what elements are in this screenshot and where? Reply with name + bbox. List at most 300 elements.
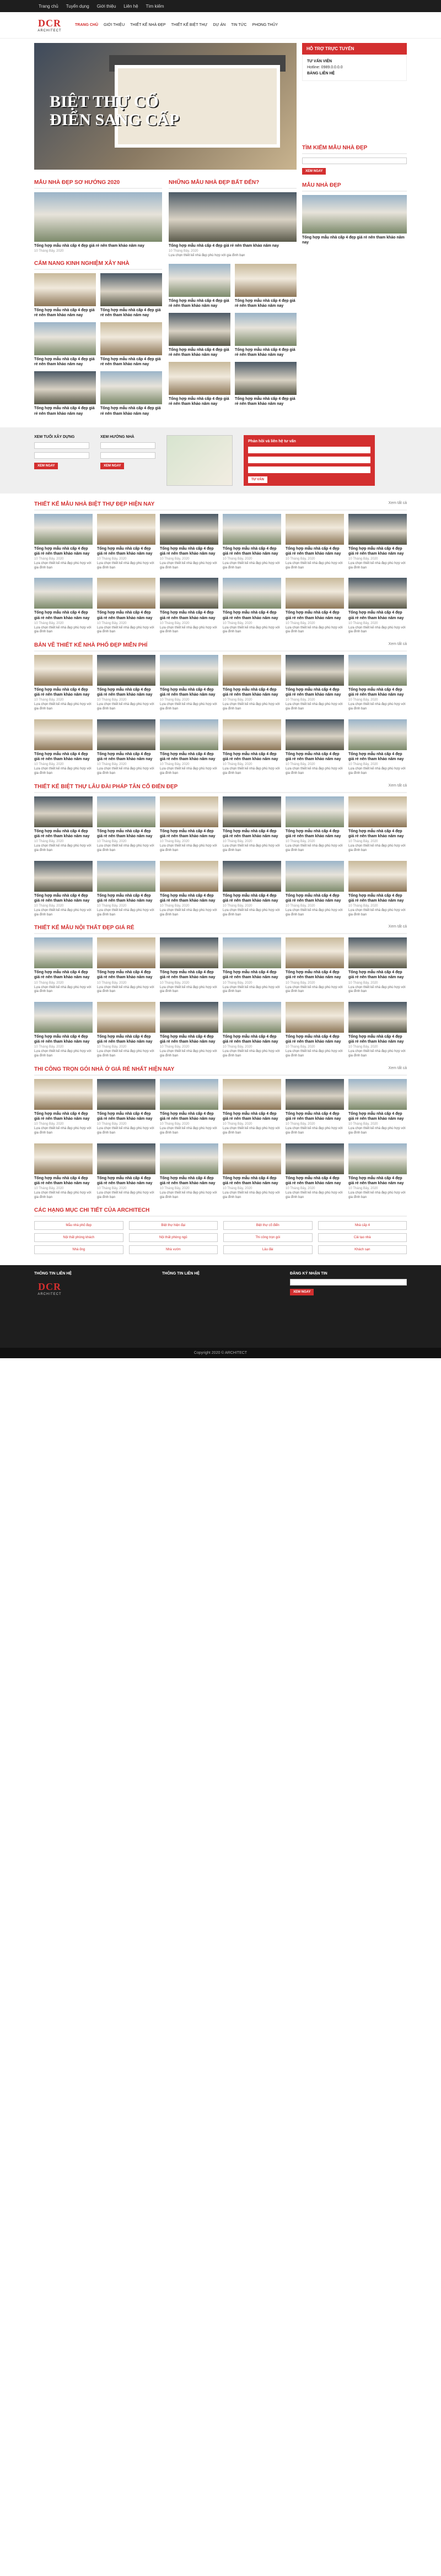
- post-title[interactable]: Tổng hợp mẫu nhà cấp 4 đẹp giá rẻ nên tham khảo năm nay: [223, 546, 278, 556]
- post-card[interactable]: [34, 514, 93, 571]
- post-card[interactable]: [34, 861, 93, 918]
- footer-logo[interactable]: DCR ARCHITECT: [37, 1281, 62, 1296]
- phone-field[interactable]: [248, 457, 370, 463]
- post-excerpt: Lựa chọn thiết kế nhà đẹp phù hợp với gia đình bạn: [97, 1050, 154, 1058]
- post-thumb[interactable]: [348, 796, 407, 827]
- post-title[interactable]: Tổng hợp mẫu nhà cấp 4 đẹp giá rẻ nên tham khảo năm nay: [97, 546, 153, 556]
- post-title[interactable]: Tổng hợp mẫu nhà cấp 4 đẹp giá rẻ nên tham khảo năm nay: [34, 611, 90, 620]
- post-date: 10 Tháng Bảy, 2020: [169, 250, 198, 253]
- post-card[interactable]: [223, 719, 281, 776]
- post-thumb[interactable]: [348, 719, 407, 750]
- post-title[interactable]: Tổng hợp mẫu nhà cấp 4 đẹp giá rẻ nên tham khảo năm nay: [223, 752, 278, 762]
- post-card[interactable]: [286, 578, 344, 634]
- consult-form: Phản hồi và liên hệ tư vấn TƯ VẤN: [244, 435, 375, 486]
- post-title[interactable]: Tổng hợp mẫu nhà cấp 4 đẹp giá rẻ nên tham khảo năm nay: [286, 546, 341, 556]
- post-thumb[interactable]: [160, 578, 218, 609]
- post-date: 10 Tháng Bảy, 2020: [223, 763, 252, 767]
- post-title[interactable]: Tổng hợp mẫu nhà cấp 4 đẹp giá rẻ nên tham khảo năm nay: [97, 893, 153, 903]
- email-field[interactable]: [248, 467, 370, 473]
- post-card[interactable]: [97, 937, 155, 994]
- list-item[interactable]: Tổng hợp mẫu nhà cấp 4 đẹp giá rẻ nên tham khảo năm nay: [235, 313, 297, 357]
- post-card[interactable]: [223, 796, 281, 853]
- post-thumb[interactable]: [160, 1002, 218, 1033]
- post-thumb[interactable]: [160, 514, 218, 545]
- post-card[interactable]: [286, 1143, 344, 1200]
- post-title[interactable]: Tổng hợp mẫu nhà cấp 4 đẹp giá rẻ nên tham khảo năm nay: [97, 688, 153, 697]
- post-title[interactable]: Tổng hợp mẫu nhà cấp 4 đẹp giá rẻ nên tham khảo năm nay: [223, 1111, 278, 1121]
- post-title[interactable]: Tổng hợp mẫu nhà cấp 4 đẹp giá rẻ nên tham khảo năm nay: [160, 893, 216, 903]
- post-excerpt: Lựa chọn thiết kế nhà đẹp phù hợp với gia đình bạn: [348, 1127, 406, 1135]
- post-date: 10 Tháng Bảy, 2020: [97, 698, 127, 702]
- post-title[interactable]: Tổng hợp mẫu nhà cấp 4 đẹp giá rẻ nên tham khảo năm nay: [348, 752, 404, 762]
- post-card[interactable]: [348, 1143, 407, 1200]
- post-card[interactable]: [97, 1079, 155, 1136]
- post-grid: [34, 937, 407, 1059]
- post-card[interactable]: [348, 937, 407, 994]
- post-thumb[interactable]: [97, 719, 155, 750]
- post-title[interactable]: Tổng hợp mẫu nhà cấp 4 đẹp giá rẻ nên tham khảo năm nay: [286, 893, 341, 903]
- post-thumb[interactable]: [34, 514, 93, 545]
- post-title[interactable]: Tổng hợp mẫu nhà cấp 4 đẹp giá rẻ nên tham khảo năm nay: [160, 1111, 216, 1121]
- list-item[interactable]: Tổng hợp mẫu nhà cấp 4 đẹp giá rẻ nên tham khảo năm nay: [34, 371, 96, 416]
- post-card[interactable]: [223, 514, 281, 571]
- post-card[interactable]: [97, 1143, 155, 1200]
- post-card[interactable]: [286, 719, 344, 776]
- post-excerpt: Lựa chọn thiết kế nhà đẹp phù hợp với gia đình bạn: [348, 985, 406, 994]
- post-thumb[interactable]: [34, 1143, 93, 1174]
- post-thumb[interactable]: [223, 1079, 281, 1110]
- post-title[interactable]: Tổng hợp mẫu nhà cấp 4 đẹp giá rẻ nên tham khảo năm nay: [286, 611, 341, 620]
- post-thumb[interactable]: [34, 1079, 93, 1110]
- post-title[interactable]: Tổng hợp mẫu nhà cấp 4 đẹp giá rẻ nên tham khảo năm nay: [286, 970, 341, 980]
- post-thumb[interactable]: [34, 655, 93, 686]
- post-title[interactable]: Tổng hợp mẫu nhà cấp 4 đẹp giá rẻ nên tham khảo năm nay: [34, 546, 90, 556]
- post-thumb[interactable]: [348, 1143, 407, 1174]
- post-title[interactable]: Tổng hợp mẫu nhà cấp 4 đẹp giá rẻ nên tham khảo năm nay: [160, 752, 216, 762]
- post-thumb[interactable]: [286, 1002, 344, 1033]
- post-date: 10 Tháng Bảy, 2020: [34, 621, 64, 625]
- nav-item[interactable]: TRANG CHỦ: [75, 23, 98, 27]
- direction-select[interactable]: [100, 452, 155, 459]
- post-title[interactable]: Tổng hợp mẫu nhà cấp 4 đẹp giá rẻ nên tham khảo năm nay: [348, 688, 404, 697]
- post-thumb[interactable]: [348, 1002, 407, 1033]
- post-excerpt: Lựa chọn thiết kế nhà đẹp phù hợp với gia đình bạn: [160, 1050, 217, 1058]
- nav-item[interactable]: DỰ ÁN: [213, 23, 226, 27]
- post-thumb[interactable]: [97, 655, 155, 686]
- post-card[interactable]: [348, 655, 407, 712]
- post-date: 10 Tháng Bảy, 2020: [348, 557, 378, 561]
- list-item[interactable]: Tổng hợp mẫu nhà cấp 4 đẹp giá rẻ nên tham khảo năm nay: [100, 273, 162, 318]
- post-card[interactable]: [348, 796, 407, 853]
- post-title[interactable]: Tổng hợp mẫu nhà cấp 4 đẹp giá rẻ nên tham khảo năm nay: [302, 235, 405, 245]
- section-title: THI CÔNG TRỌN GÓI NHÀ Ở GIÁ RẺ NHẤT HIỆN NAY Xem tất cả: [34, 1063, 407, 1076]
- post-date: 10 Tháng Bảy, 2020: [97, 621, 127, 625]
- post-excerpt: Lựa chọn thiết kế nhà đẹp phù hợp với gia đình bạn: [223, 767, 280, 775]
- post-title[interactable]: Tổng hợp mẫu nhà cấp 4 đẹp giá rẻ nên tham khảo năm nay: [348, 1035, 404, 1044]
- post-thumb[interactable]: [34, 578, 93, 609]
- post-title[interactable]: Tổng hợp mẫu nhà cấp 4 đẹp giá rẻ nên tham khảo năm nay: [160, 546, 216, 556]
- post-thumb[interactable]: [34, 1002, 93, 1033]
- post-title[interactable]: Tổng hợp mẫu nhà cấp 4 đẹp giá rẻ nên tham khảo năm nay: [223, 1176, 278, 1185]
- post-card[interactable]: [286, 514, 344, 571]
- post-title[interactable]: Tổng hợp mẫu nhà cấp 4 đẹp giá rẻ nên tham khảo năm nay: [97, 970, 153, 980]
- post-excerpt: Lựa chọn thiết kế nhà đẹp phù hợp với gia đình bạn: [223, 626, 280, 634]
- post-card[interactable]: [34, 719, 93, 776]
- post-title[interactable]: Tổng hợp mẫu nhà cấp 4 đẹp giá rẻ nên tham khảo năm nay: [160, 688, 216, 697]
- post-title[interactable]: Tổng hợp mẫu nhà cấp 4 đẹp giá rẻ nên tham khảo năm nay: [34, 752, 90, 762]
- category-link[interactable]: Thi công trọn gói: [223, 1233, 313, 1242]
- post-excerpt: Lựa chọn thiết kế nhà đẹp phù hợp với gia đình bạn: [286, 985, 343, 994]
- year-input[interactable]: [34, 442, 89, 449]
- post-card[interactable]: [97, 719, 155, 776]
- post-title[interactable]: Tổng hợp mẫu nhà cấp 4 đẹp giá rẻ nên tham khảo năm nay: [160, 1176, 216, 1185]
- post-excerpt: Lựa chọn thiết kế nhà đẹp phù hợp với gia đình bạn: [34, 985, 92, 994]
- post-date: 10 Tháng Bảy, 2020: [34, 250, 64, 253]
- nav-item[interactable]: TIN TỨC: [231, 23, 247, 27]
- post-card[interactable]: [286, 1079, 344, 1136]
- post-thumb[interactable]: [97, 514, 155, 545]
- post-thumb[interactable]: [97, 578, 155, 609]
- direction-input[interactable]: [100, 442, 155, 449]
- post-thumb[interactable]: [34, 192, 162, 242]
- post-thumb[interactable]: [160, 719, 218, 750]
- post-thumb[interactable]: [223, 861, 281, 892]
- post-excerpt: Lựa chọn thiết kế nhà đẹp phù hợp với gia đình bạn: [223, 703, 280, 711]
- post-card[interactable]: [348, 719, 407, 776]
- post-card[interactable]: [97, 861, 155, 918]
- post-card[interactable]: [348, 514, 407, 571]
- post-thumb[interactable]: [286, 655, 344, 686]
- post-card[interactable]: [348, 861, 407, 918]
- post-card[interactable]: [223, 861, 281, 918]
- post-excerpt: Lựa chọn thiết kế nhà đẹp phù hợp với gia đình bạn: [160, 1191, 217, 1199]
- post-thumb[interactable]: [97, 937, 155, 968]
- post-title[interactable]: Tổng hợp mẫu nhà cấp 4 đẹp giá rẻ nên tham khảo năm nay: [286, 688, 341, 697]
- post-card[interactable]: [160, 655, 218, 712]
- post-excerpt: Lựa chọn thiết kế nhà đẹp phù hợp với gia đình bạn: [223, 985, 280, 994]
- post-thumb[interactable]: [160, 937, 218, 968]
- post-thumb[interactable]: [223, 514, 281, 545]
- post-title[interactable]: Tổng hợp mẫu nhà cấp 4 đẹp giá rẻ nên tham khảo năm nay: [223, 688, 278, 697]
- post-thumb[interactable]: [223, 719, 281, 750]
- post-title[interactable]: Tổng hợp mẫu nhà cấp 4 đẹp giá rẻ nên tham khảo năm nay: [97, 1035, 153, 1044]
- topbar-item[interactable]: Tìm kiếm: [146, 3, 164, 9]
- post-title[interactable]: Tổng hợp mẫu nhà cấp 4 đẹp giá rẻ nên tham khảo năm nay: [348, 1111, 404, 1121]
- post-card[interactable]: [160, 1002, 218, 1059]
- post-card[interactable]: [286, 861, 344, 918]
- footer-heading: ĐĂNG KÝ NHẬN TIN: [290, 1272, 327, 1276]
- post-excerpt: Lựa chọn thiết kế nhà đẹp phù hợp với gia đình bạn: [348, 626, 406, 634]
- post-title[interactable]: Tổng hợp mẫu nhà cấp 4 đẹp giá rẻ nên tham khảo năm nay: [34, 1111, 90, 1121]
- post-card[interactable]: [34, 655, 93, 712]
- post-date: 10 Tháng Bảy, 2020: [286, 1045, 315, 1049]
- nav-item[interactable]: PHONG THỦY: [252, 23, 278, 27]
- post-excerpt: Lựa chọn thiết kế nhà đẹp phù hợp với gia đình bạn: [97, 626, 154, 634]
- post-title[interactable]: Tổng hợp mẫu nhà cấp 4 đẹp giá rẻ nên tham khảo năm nay: [223, 970, 278, 980]
- post-thumb[interactable]: [97, 861, 155, 892]
- post-card[interactable]: [97, 796, 155, 853]
- post-card[interactable]: [160, 578, 218, 634]
- post-thumb[interactable]: [34, 861, 93, 892]
- post-thumb[interactable]: [348, 1079, 407, 1110]
- post-card[interactable]: [160, 937, 218, 994]
- post-excerpt: Lựa chọn thiết kế nhà đẹp phù hợp với gia đình bạn: [348, 767, 406, 775]
- post-date: 10 Tháng Bảy, 2020: [97, 1122, 127, 1126]
- post-excerpt: Lựa chọn thiết kế nhà đẹp phù hợp với gia đình bạn: [34, 626, 92, 634]
- post-thumb[interactable]: [97, 1002, 155, 1033]
- age-submit[interactable]: XEM NGAY: [34, 463, 58, 469]
- post-title[interactable]: Tổng hợp mẫu nhà cấp 4 đẹp giá rẻ nên tham khảo năm nay: [97, 1176, 153, 1185]
- post-thumb[interactable]: [286, 796, 344, 827]
- category-link[interactable]: Nhà vườn: [129, 1245, 218, 1254]
- list-item[interactable]: Tổng hợp mẫu nhà cấp 4 đẹp giá rẻ nên tham khảo năm nay: [169, 313, 230, 357]
- post-title[interactable]: Tổng hợp mẫu nhà cấp 4 đẹp giá rẻ nên tham khảo năm nay: [223, 893, 278, 903]
- post-title[interactable]: Tổng hợp mẫu nhà cấp 4 đẹp giá rẻ nên tham khảo năm nay: [97, 611, 153, 620]
- post-excerpt: Lựa chọn thiết kế nhà đẹp phù hợp với gia đình bạn: [34, 908, 92, 916]
- newsletter-input[interactable]: [290, 1279, 407, 1286]
- category-link[interactable]: Biệt thự hiện đại: [129, 1221, 218, 1230]
- consult-button[interactable]: TƯ VẤN: [248, 476, 267, 483]
- post-card[interactable]: [223, 1079, 281, 1136]
- post-title[interactable]: Tổng hợp mẫu nhà cấp 4 đẹp giá rẻ nên tham khảo năm nay: [160, 1035, 216, 1044]
- section-title: TÌM KIẾM MẪU NHÀ ĐẸP: [302, 142, 407, 154]
- post-thumb[interactable]: [348, 514, 407, 545]
- post-card[interactable]: [286, 655, 344, 712]
- post-thumb[interactable]: [348, 861, 407, 892]
- list-item[interactable]: Tổng hợp mẫu nhà cấp 4 đẹp giá rẻ nên tham khảo năm nay: [235, 362, 297, 406]
- post-title[interactable]: Tổng hợp mẫu nhà cấp 4 đẹp giá rẻ nên tham khảo năm nay: [223, 611, 278, 620]
- topbar-item[interactable]: Tuyển dụng: [66, 3, 89, 9]
- topbar-item[interactable]: Liên hệ: [123, 3, 138, 9]
- category-link[interactable]: Mẫu nhà phố đẹp: [34, 1221, 123, 1230]
- nav-item[interactable]: THIẾT KẾ NHÀ ĐẸP: [130, 23, 166, 27]
- post-thumb[interactable]: [223, 796, 281, 827]
- post-thumb[interactable]: [286, 1079, 344, 1110]
- post-card[interactable]: [223, 655, 281, 712]
- post-card[interactable]: [34, 1079, 93, 1136]
- post-title[interactable]: Tổng hợp mẫu nhà cấp 4 đẹp giá rẻ nên tham khảo năm nay: [348, 893, 404, 903]
- post-excerpt: Lựa chọn thiết kế nhà đẹp phù hợp với gia đình bạn: [223, 1127, 280, 1135]
- post-card[interactable]: [348, 1002, 407, 1059]
- section-title: THIẾT KẾ MẪU NỘI THẤT ĐẸP GIÁ RẺ Xem tất cả: [34, 921, 407, 934]
- post-title[interactable]: Tổng hợp mẫu nhà cấp 4 đẹp giá rẻ nên tham khảo năm nay: [160, 611, 216, 620]
- post-title[interactable]: Tổng hợp mẫu nhà cấp 4 đẹp giá rẻ nên tham khảo năm nay: [286, 1176, 341, 1185]
- post-thumb[interactable]: [160, 796, 218, 827]
- post-excerpt: Lựa chọn thiết kế nhà đẹp phù hợp với gia đình bạn: [223, 561, 280, 570]
- post-title[interactable]: Tổng hợp mẫu nhà cấp 4 đẹp giá rẻ nên tham khảo năm nay: [348, 1176, 404, 1185]
- category-link[interactable]: Nội thất phòng ngủ: [129, 1233, 218, 1242]
- post-title[interactable]: Tổng hợp mẫu nhà cấp 4 đẹp giá rẻ nên tham khảo năm nay: [34, 829, 90, 838]
- post-title[interactable]: Tổng hợp mẫu nhà cấp 4 đẹp giá rẻ nên tham khảo năm nay: [34, 1176, 90, 1185]
- list-item[interactable]: Tổng hợp mẫu nhà cấp 4 đẹp giá rẻ nên tham khảo năm nay: [34, 273, 96, 318]
- newsletter-button[interactable]: XEM NGAY: [290, 1289, 314, 1295]
- post-thumb[interactable]: [223, 1002, 281, 1033]
- post-excerpt: Lựa chọn thiết kế nhà đẹp phù hợp với gia đình bạn: [97, 908, 154, 916]
- post-date: 10 Tháng Bảy, 2020: [286, 621, 315, 625]
- post-thumb[interactable]: [286, 578, 344, 609]
- post-title[interactable]: Tổng hợp mẫu nhà cấp 4 đẹp giá rẻ nên tham khảo năm nay: [169, 244, 279, 248]
- post-date: 10 Tháng Bảy, 2020: [286, 698, 315, 702]
- post-title[interactable]: Tổng hợp mẫu nhà cấp 4 đẹp giá rẻ nên tham khảo năm nay: [286, 1111, 341, 1121]
- post-date: 10 Tháng Bảy, 2020: [34, 1122, 64, 1126]
- post-excerpt: Lựa chọn thiết kế nhà đẹp phù hợp với gia đình bạn: [348, 561, 406, 570]
- post-title[interactable]: Tổng hợp mẫu nhà cấp 4 đẹp giá rẻ nên tham khảo năm nay: [97, 829, 153, 838]
- footer-heading: THÔNG TIN LIÊN HỆ: [162, 1272, 200, 1276]
- post-card[interactable]: [34, 796, 93, 853]
- list-item[interactable]: Tổng hợp mẫu nhà cấp 4 đẹp giá rẻ nên tham khảo năm nay: [100, 322, 162, 367]
- list-item[interactable]: Tổng hợp mẫu nhà cấp 4 đẹp giá rẻ nên tham khảo năm nay: [235, 264, 297, 308]
- post-date: 10 Tháng Bảy, 2020: [348, 1122, 378, 1126]
- post-thumb[interactable]: [34, 796, 93, 827]
- post-card[interactable]: [160, 796, 218, 853]
- list-item[interactable]: Tổng hợp mẫu nhà cấp 4 đẹp giá rẻ nên tham khảo năm nay: [34, 322, 96, 367]
- category-link[interactable]: Khách sạn: [318, 1245, 407, 1254]
- list-item[interactable]: Tổng hợp mẫu nhà cấp 4 đẹp giá rẻ nên tham khảo năm nay: [169, 264, 230, 308]
- post-title[interactable]: Tổng hợp mẫu nhà cấp 4 đẹp giá rẻ nên tham khảo năm nay: [97, 752, 153, 762]
- post-thumb[interactable]: [97, 796, 155, 827]
- post-excerpt: Lựa chọn thiết kế nhà đẹp phù hợp với gia đình bạn: [160, 908, 217, 916]
- post-thumb[interactable]: [223, 1143, 281, 1174]
- post-card[interactable]: [160, 1143, 218, 1200]
- topbar-item[interactable]: Trang chủ: [39, 3, 58, 9]
- post-card[interactable]: [223, 1143, 281, 1200]
- post-card[interactable]: [97, 655, 155, 712]
- post-thumb[interactable]: [348, 937, 407, 968]
- post-card[interactable]: [34, 937, 93, 994]
- section-title: THIẾT KẾ BIỆT THỰ LÂU ĐÀI PHÁP TÂN CỔ ĐIỂN ĐẸP Xem tất cả: [34, 780, 407, 793]
- post-thumb[interactable]: [286, 861, 344, 892]
- section-title: THIẾT KẾ MẪU NHÀ BIỆT THỰ ĐẸP HIỆN NAY Xem tất cả: [34, 498, 407, 511]
- post-title[interactable]: Tổng hợp mẫu nhà cấp 4 đẹp giá rẻ nên tham khảo năm nay: [97, 1111, 153, 1121]
- post-title[interactable]: Tổng hợp mẫu nhà cấp 4 đẹp giá rẻ nên tham khảo năm nay: [348, 611, 404, 620]
- post-title[interactable]: Tổng hợp mẫu nhà cấp 4 đẹp giá rẻ nên tham khảo năm nay: [286, 752, 341, 762]
- post-thumb[interactable]: [160, 1079, 218, 1110]
- post-title[interactable]: Tổng hợp mẫu nhà cấp 4 đẹp giá rẻ nên tham khảo năm nay: [223, 1035, 278, 1044]
- post-thumb[interactable]: [160, 655, 218, 686]
- post-card[interactable]: [34, 1143, 93, 1200]
- post-date: 10 Tháng Bảy, 2020: [34, 763, 64, 767]
- post-title[interactable]: Tổng hợp mẫu nhà cấp 4 đẹp giá rẻ nên tham khảo năm nay: [34, 970, 90, 980]
- post-card[interactable]: [160, 1079, 218, 1136]
- search-select[interactable]: [302, 158, 407, 164]
- post-title[interactable]: Tổng hợp mẫu nhà cấp 4 đẹp giá rẻ nên tham khảo năm nay: [34, 1035, 90, 1044]
- post-date: 10 Tháng Bảy, 2020: [348, 763, 378, 767]
- post-card[interactable]: [348, 1079, 407, 1136]
- post-date: 10 Tháng Bảy, 2020: [160, 1122, 190, 1126]
- post-thumb[interactable]: [34, 719, 93, 750]
- post-card[interactable]: [223, 1002, 281, 1059]
- post-title[interactable]: Tổng hợp mẫu nhà cấp 4 đẹp giá rẻ nên tham khảo năm nay: [34, 893, 90, 903]
- post-grid: [34, 514, 407, 635]
- section-title: MẪU NHÀ ĐẸP: [302, 179, 407, 192]
- post-thumb[interactable]: [348, 655, 407, 686]
- post-thumb[interactable]: [160, 1143, 218, 1174]
- post-thumb[interactable]: [223, 655, 281, 686]
- post-title[interactable]: Tổng hợp mẫu nhà cấp 4 đẹp giá rẻ nên tham khảo năm nay: [286, 1035, 341, 1044]
- hero-banner[interactable]: [34, 43, 297, 170]
- logo-mark: DCR: [38, 18, 61, 29]
- topbar-item[interactable]: Giới thiệu: [96, 3, 116, 9]
- post-excerpt: Lựa chọn thiết kế nhà đẹp phù hợp với gia đình bạn: [160, 985, 217, 994]
- post-card[interactable]: [286, 1002, 344, 1059]
- category-list: [34, 1221, 407, 1254]
- post-title[interactable]: Tổng hợp mẫu nhà cấp 4 đẹp giá rẻ nên tham khảo năm nay: [348, 970, 404, 980]
- search-button[interactable]: XEM NGAY: [302, 168, 326, 175]
- post-card[interactable]: [34, 1002, 93, 1059]
- post-grid: [34, 1079, 407, 1200]
- post-title[interactable]: Tổng hợp mẫu nhà cấp 4 đẹp giá rẻ nên tham khảo năm nay: [286, 829, 341, 838]
- post-thumb[interactable]: [97, 1079, 155, 1110]
- category-link[interactable]: Nhà cấp 4: [318, 1221, 407, 1230]
- post-card[interactable]: [34, 578, 93, 634]
- post-thumb[interactable]: [160, 861, 218, 892]
- category-link[interactable]: Lâu đài: [223, 1245, 313, 1254]
- nav-item[interactable]: GIỚI THIỆU: [104, 23, 125, 27]
- list-item[interactable]: Tổng hợp mẫu nhà cấp 4 đẹp giá rẻ nên tham khảo năm nay: [169, 362, 230, 406]
- post-card[interactable]: [160, 861, 218, 918]
- name-field[interactable]: [248, 447, 370, 453]
- post-thumb[interactable]: [286, 719, 344, 750]
- post-card[interactable]: [97, 578, 155, 634]
- post-card[interactable]: [286, 796, 344, 853]
- post-card[interactable]: [97, 1002, 155, 1059]
- post-thumb[interactable]: [286, 937, 344, 968]
- post-thumb[interactable]: [223, 578, 281, 609]
- post-thumb[interactable]: [34, 937, 93, 968]
- post-title[interactable]: Tổng hợp mẫu nhà cấp 4 đẹp giá rẻ nên tham khảo năm nay: [34, 688, 90, 697]
- gender-select[interactable]: [34, 452, 89, 459]
- post-thumb[interactable]: [302, 195, 407, 234]
- post-title[interactable]: Tổng hợp mẫu nhà cấp 4 đẹp giá rẻ nên tham khảo năm nay: [348, 829, 404, 838]
- post-card[interactable]: [223, 578, 281, 634]
- post-card[interactable]: [348, 578, 407, 634]
- post-title[interactable]: Tổng hợp mẫu nhà cấp 4 đẹp giá rẻ nên tham khảo năm nay: [348, 546, 404, 556]
- post-thumb[interactable]: [286, 514, 344, 545]
- post-date: 10 Tháng Bảy, 2020: [97, 981, 127, 985]
- post-card[interactable]: [286, 937, 344, 994]
- post-date: 10 Tháng Bảy, 2020: [223, 621, 252, 625]
- category-link[interactable]: Biệt thự cổ điển: [223, 1221, 313, 1230]
- post-card[interactable]: [223, 937, 281, 994]
- post-title[interactable]: Tổng hợp mẫu nhà cấp 4 đẹp giá rẻ nên tham khảo năm nay: [160, 829, 216, 838]
- post-date: 10 Tháng Bảy, 2020: [97, 557, 127, 561]
- direction-submit[interactable]: XEM NGAY: [100, 463, 124, 469]
- category-link[interactable]: Nhà ống: [34, 1245, 123, 1254]
- post-card[interactable]: [97, 514, 155, 571]
- post-title[interactable]: Tổng hợp mẫu nhà cấp 4 đẹp giá rẻ nên tham khảo năm nay: [223, 829, 278, 838]
- post-date: 10 Tháng Bảy, 2020: [223, 1122, 252, 1126]
- post-excerpt: Lựa chọn thiết kế nhà đẹp phù hợp với gia đình bạn: [34, 561, 92, 570]
- nav-item[interactable]: THIẾT KẾ BIỆT THỰ: [171, 23, 208, 27]
- post-thumb[interactable]: [169, 192, 297, 242]
- post-thumb[interactable]: [97, 1143, 155, 1174]
- category-link[interactable]: Cải tạo nhà: [318, 1233, 407, 1242]
- post-date: 10 Tháng Bảy, 2020: [286, 1186, 315, 1190]
- post-excerpt: Lựa chọn thiết kế nhà đẹp phù hợp với gia đình bạn: [223, 1191, 280, 1199]
- post-thumb[interactable]: [348, 578, 407, 609]
- post-card[interactable]: [160, 719, 218, 776]
- list-item[interactable]: Tổng hợp mẫu nhà cấp 4 đẹp giá rẻ nên tham khảo năm nay: [100, 371, 162, 416]
- post-thumb[interactable]: [223, 937, 281, 968]
- logo[interactable]: [34, 16, 65, 35]
- post-card[interactable]: [160, 514, 218, 571]
- post-excerpt: Lựa chọn thiết kế nhà đẹp phù hợp với gia đình bạn: [160, 767, 217, 775]
- category-link[interactable]: Nội thất phòng khách: [34, 1233, 123, 1242]
- post-title[interactable]: Tổng hợp mẫu nhà cấp 4 đẹp giá rẻ nên tham khảo năm nay: [160, 970, 216, 980]
- post-title[interactable]: Tổng hợp mẫu nhà cấp 4 đẹp giá rẻ nên tham khảo năm nay: [34, 244, 144, 248]
- post-thumb[interactable]: [286, 1143, 344, 1174]
- post-date: 10 Tháng Bảy, 2020: [34, 981, 64, 985]
